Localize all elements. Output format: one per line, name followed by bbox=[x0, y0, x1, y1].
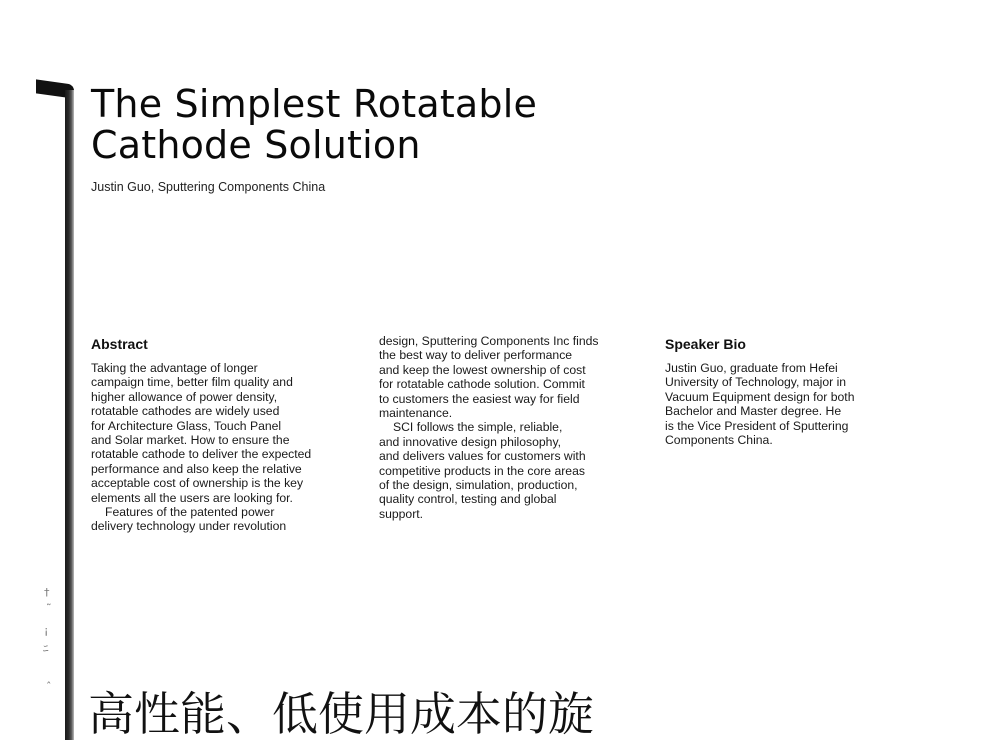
scan-marks: † ˜ ¡ ﾆ ˆ bbox=[43, 586, 52, 693]
chinese-title: 高性能、低使用成本的旋 bbox=[88, 687, 594, 741]
abstract-paragraph-2: Features of the patented power delivery technology under revolution bbox=[91, 505, 287, 534]
speaker-bio-heading: Speaker Bio bbox=[665, 336, 746, 352]
abstract-paragraph-1: Taking the advantage of longer campaign time, better film quality and higher allowance of power density, rotatable cathodes are widely used for Architecture Glass, Touch Panel and Solar market. How to ensure the rotatable cathode to deliver the expected performance and also keep the relative acceptable cost of ownership is the key elements all the users are looking for. bbox=[91, 361, 312, 505]
abstract-paragraph-4: SCI follows the simple, reliable, and innovative design philosophy, and delivers values for customers with competitive products in the core areas of the design, simulation, production, quality control, testing and global support. bbox=[379, 420, 586, 521]
abstract-paragraph-3: design, Sputtering Components Inc finds the best way to deliver performance and keep the lowest ownership of cost for rotatable cathode solution. Commit to customers the easiest way for field maintenance. bbox=[379, 334, 599, 421]
abstract-heading: Abstract bbox=[91, 336, 148, 352]
abstract-column-1 bbox=[91, 336, 363, 534]
author-line: Justin Guo, Sputtering Components China bbox=[91, 180, 326, 194]
page-edge-bar bbox=[65, 90, 74, 740]
title-line-1: The Simplest Rotatable bbox=[91, 82, 538, 126]
speaker-bio-text: Justin Guo, graduate from Hefei University of Technology, major in Vacuum Equipment design for both Bachelor and Master degree. He is the Vice President of Sputtering Components China. bbox=[665, 361, 855, 448]
speaker-bio-column bbox=[665, 336, 915, 447]
abstract-column-2 bbox=[379, 334, 647, 521]
article-title bbox=[91, 84, 537, 166]
title-line-2: Cathode Solution bbox=[91, 123, 421, 167]
